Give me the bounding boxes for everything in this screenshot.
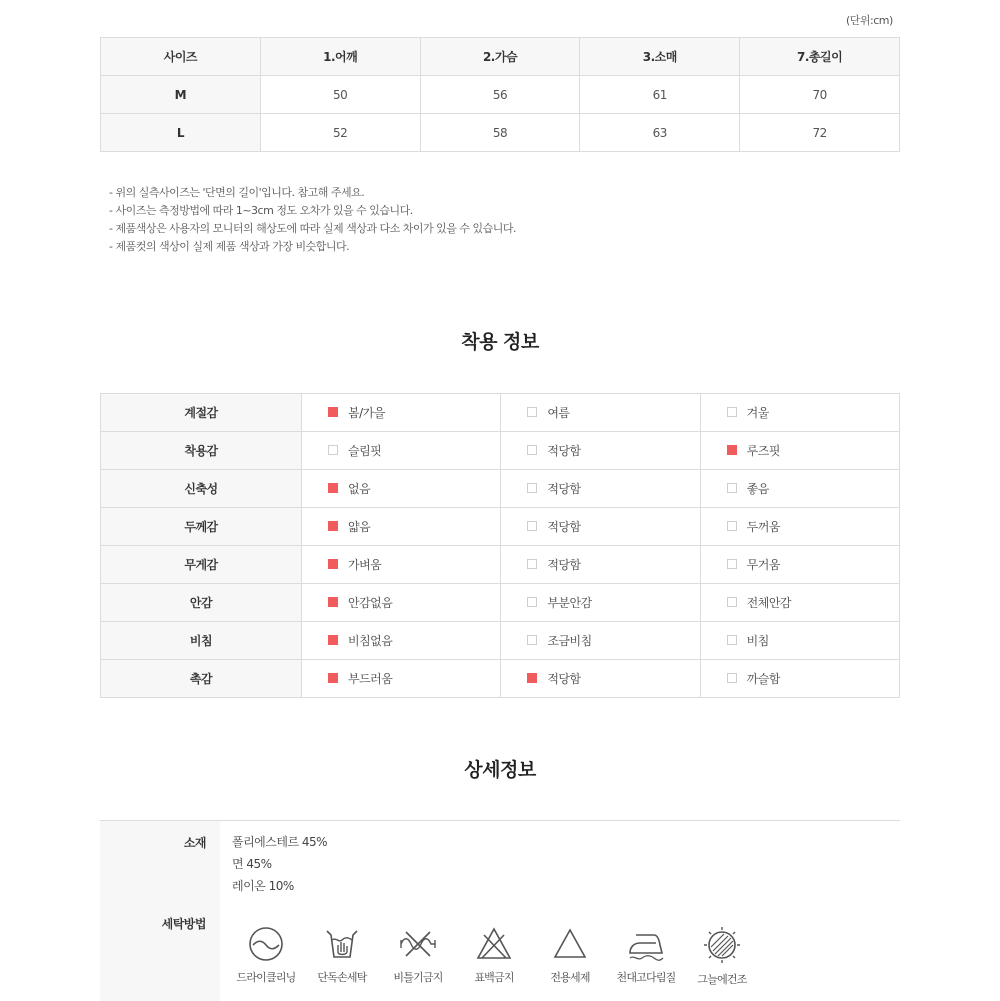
table-row <box>101 470 900 508</box>
fit-option <box>700 584 899 622</box>
size-header-cell: 2.가슴 <box>420 38 580 76</box>
wash-item <box>226 925 306 985</box>
size-table <box>100 37 900 152</box>
wash-caption: 드라이클리닝 <box>236 971 296 984</box>
material-item: 레이온 10% <box>232 879 294 893</box>
unchecked-checkbox-icon <box>527 407 537 417</box>
unchecked-checkbox-icon <box>527 483 537 493</box>
unchecked-checkbox-icon <box>527 635 537 645</box>
fit-option-label: 까슬함 <box>746 672 780 686</box>
size-value: 70 <box>740 76 900 114</box>
unchecked-checkbox-icon <box>727 673 737 683</box>
fit-option <box>501 508 700 546</box>
fit-attribute-label: 촉감 <box>101 660 302 698</box>
material-item: 폴리에스테르 45% <box>232 835 328 849</box>
checked-checkbox-icon <box>727 445 737 455</box>
wash-item <box>378 925 458 985</box>
size-name: M <box>101 76 261 114</box>
fit-attribute-label: 두께감 <box>101 508 302 546</box>
fit-attribute-label: 계절감 <box>101 394 302 432</box>
table-row <box>101 508 900 546</box>
fit-option-label: 적당함 <box>547 482 581 496</box>
material-list <box>232 831 327 897</box>
no-wring-icon <box>398 925 438 963</box>
unit-label: (단위:cm) <box>846 14 893 27</box>
checked-checkbox-icon <box>328 521 338 531</box>
fit-option <box>302 584 501 622</box>
unchecked-checkbox-icon <box>727 521 737 531</box>
fit-attribute-label: 비침 <box>101 622 302 660</box>
fit-option <box>302 508 501 546</box>
fit-option-label: 루즈핏 <box>746 444 780 458</box>
table-row <box>101 394 900 432</box>
size-value: 50 <box>260 76 420 114</box>
note-line: - 사이즈는 측정방법에 따라 1~3cm 정도 오차가 있을 수 있습니다. <box>109 204 413 217</box>
shade-dry-icon <box>702 925 742 965</box>
unchecked-checkbox-icon <box>527 559 537 569</box>
fit-option <box>501 546 700 584</box>
fit-option-label: 좋음 <box>746 482 769 496</box>
material-item: 면 45% <box>232 857 272 871</box>
fit-option <box>700 508 899 546</box>
fit-option <box>700 660 899 698</box>
fit-option-label: 슬림핏 <box>348 444 382 458</box>
table-row <box>101 546 900 584</box>
fit-attribute-label: 무게감 <box>101 546 302 584</box>
size-value: 63 <box>580 114 740 152</box>
size-value: 56 <box>420 76 580 114</box>
fit-option <box>501 622 700 660</box>
checked-checkbox-icon <box>328 635 338 645</box>
unchecked-checkbox-icon <box>527 445 537 455</box>
size-header-cell: 7.총길이 <box>740 38 900 76</box>
wash-caption: 표백금지 <box>474 971 514 984</box>
no-bleach-icon <box>475 925 513 963</box>
fit-option <box>700 622 899 660</box>
wash-caption: 그늘에건조 <box>697 973 747 986</box>
note-line: - 위의 실측사이즈는 '단면의 길이'입니다. 참고해 주세요. <box>109 186 365 199</box>
checked-checkbox-icon <box>328 597 338 607</box>
size-header-cell: 사이즈 <box>101 38 261 76</box>
checked-checkbox-icon <box>328 673 338 683</box>
fit-option <box>700 470 899 508</box>
fit-option <box>302 470 501 508</box>
table-row <box>101 432 900 470</box>
table-row <box>101 622 900 660</box>
unchecked-checkbox-icon <box>727 483 737 493</box>
wash-item <box>454 925 534 985</box>
wash-item <box>606 925 686 985</box>
size-value: 52 <box>260 114 420 152</box>
size-value: 72 <box>740 114 900 152</box>
fit-info-title: 착용 정보 <box>461 331 539 353</box>
unchecked-checkbox-icon <box>527 597 537 607</box>
fit-option <box>302 546 501 584</box>
table-row <box>101 584 900 622</box>
fit-option-label: 겨울 <box>746 406 769 420</box>
material-label: 소재 <box>183 836 206 850</box>
fit-attribute-label: 안감 <box>101 584 302 622</box>
fit-option-label: 얇음 <box>348 520 371 534</box>
fit-option <box>501 432 700 470</box>
fit-option <box>302 394 501 432</box>
fit-option-label: 적당함 <box>547 520 581 534</box>
fit-option-label: 부드러움 <box>348 672 393 686</box>
size-value: 61 <box>580 76 740 114</box>
unchecked-checkbox-icon <box>727 597 737 607</box>
size-table-header <box>101 38 900 76</box>
fit-option-label: 전체안감 <box>746 596 792 610</box>
fit-option-label: 적당함 <box>547 558 581 572</box>
fit-option-label: 비침없음 <box>348 634 393 648</box>
detail-label-column <box>100 821 220 1001</box>
size-header-cell: 3.소매 <box>580 38 740 76</box>
low-iron-icon <box>626 925 666 963</box>
wash-item <box>302 925 382 985</box>
note-line: - 제품색상은 사용자의 모니터의 해상도에 따라 실제 색상과 다소 차이가 있을 수 있습니다. <box>109 222 516 235</box>
wash-item <box>530 925 610 985</box>
fit-option-label: 비침 <box>746 634 769 648</box>
checked-checkbox-icon <box>527 673 537 683</box>
unchecked-checkbox-icon <box>727 559 737 569</box>
table-row <box>101 76 900 114</box>
table-row <box>101 114 900 152</box>
hand-wash-icon <box>323 925 361 963</box>
fit-option <box>501 660 700 698</box>
fit-option-label: 없음 <box>348 482 371 496</box>
wash-caption: 전용세제 <box>550 971 590 984</box>
unchecked-checkbox-icon <box>727 407 737 417</box>
fit-option-label: 무거움 <box>746 558 780 572</box>
fit-option-label: 적당함 <box>547 672 581 686</box>
unchecked-checkbox-icon <box>328 445 338 455</box>
detail-info <box>100 820 900 1001</box>
checked-checkbox-icon <box>328 559 338 569</box>
fit-option-label: 봄/가을 <box>348 406 385 420</box>
detail-info-title: 상세정보 <box>464 759 536 781</box>
fit-option <box>302 432 501 470</box>
special-detergent-icon <box>551 925 589 963</box>
size-header-cell: 1.어깨 <box>260 38 420 76</box>
size-name: L <box>101 114 261 152</box>
unchecked-checkbox-icon <box>727 635 737 645</box>
wash-label: 세탁방법 <box>161 917 206 931</box>
unchecked-checkbox-icon <box>527 521 537 531</box>
checked-checkbox-icon <box>328 483 338 493</box>
size-notes <box>109 184 516 256</box>
fit-option <box>700 546 899 584</box>
fit-option-label: 가벼움 <box>348 558 382 572</box>
fit-option <box>501 394 700 432</box>
fit-option-label: 조금비침 <box>547 634 592 648</box>
fit-option <box>700 432 899 470</box>
fit-info-table <box>100 393 900 698</box>
fit-option-label: 적당함 <box>547 444 581 458</box>
fit-option-label: 부분안감 <box>547 596 592 610</box>
fit-option <box>302 660 501 698</box>
wash-caption: 단독손세탁 <box>317 971 367 984</box>
fit-attribute-label: 착용감 <box>101 432 302 470</box>
fit-option-label: 여름 <box>547 406 570 420</box>
wash-caption: 천대고다림질 <box>616 971 676 984</box>
table-row <box>101 660 900 698</box>
fit-option <box>501 584 700 622</box>
size-value: 58 <box>420 114 580 152</box>
wash-item <box>682 925 762 987</box>
fit-option-label: 안감없음 <box>348 596 393 610</box>
fit-option <box>700 394 899 432</box>
fit-option-label: 두꺼움 <box>746 520 780 534</box>
checked-checkbox-icon <box>328 407 338 417</box>
fit-option <box>302 622 501 660</box>
dry-cleaning-icon <box>247 925 285 963</box>
wash-caption: 비틀기금지 <box>393 971 443 984</box>
note-line: - 제품컷의 색상이 실제 제품 색상과 가장 비슷합니다. <box>109 240 350 253</box>
fit-option <box>501 470 700 508</box>
fit-attribute-label: 신축성 <box>101 470 302 508</box>
